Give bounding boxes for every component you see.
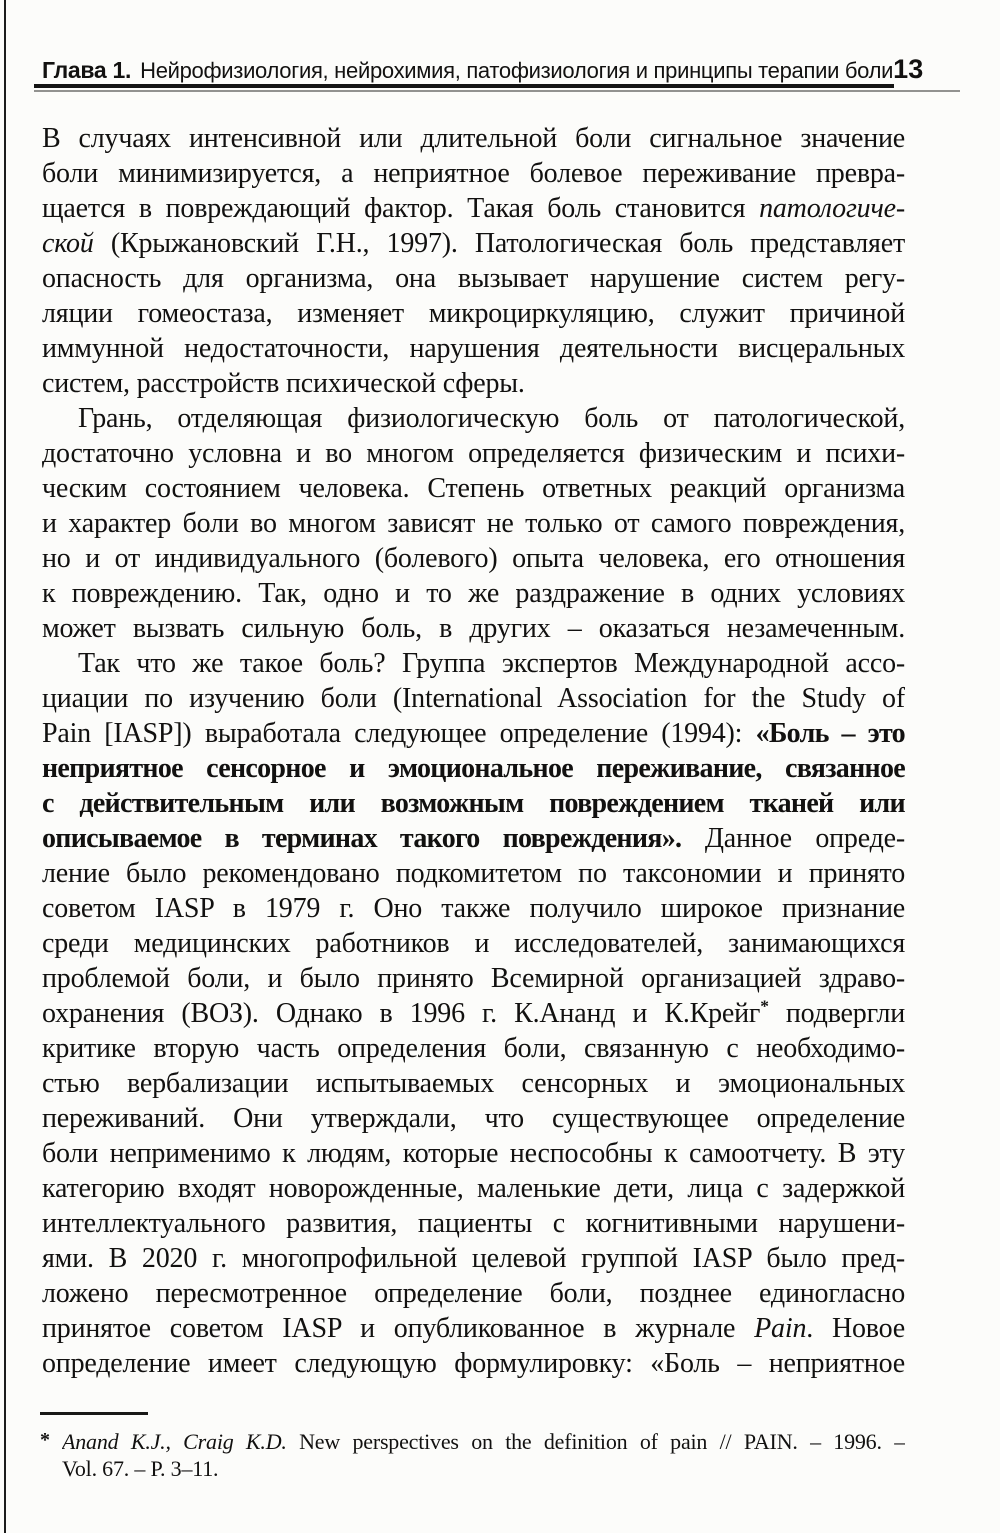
text-line: среди медицинских работников и исследователей, занимающихся xyxy=(42,928,905,959)
running-header xyxy=(42,54,924,85)
text-line: иммунной недостаточности, нарушения деятельности висцеральных xyxy=(42,333,905,364)
body-text xyxy=(42,121,905,1381)
text-line: ление было рекомендовано подкомитетом по таксономии и принято xyxy=(42,858,905,889)
text-line: категорию входят новорожденные, маленькие дети, лица с задержкой xyxy=(42,1173,905,1204)
text-line: Так что же такое боль? Группа экспертов Международной ассо- xyxy=(78,648,905,679)
text-line: определение имеет следующую формулировку: «Боль – неприятное xyxy=(42,1348,905,1379)
text-line: Pain [IASP]) выработала следующее определение (1994): «Боль – это xyxy=(42,718,905,749)
text-line: проблемой боли, и было принято Всемирной организацией здраво- xyxy=(42,963,905,994)
footnote-marker: * xyxy=(40,1429,50,1451)
text-line: с действительным или возможным повреждением тканей или xyxy=(42,788,905,819)
footnote-text xyxy=(40,1428,905,1482)
text-line: достаточно условна и во многом определяется физическим и психи- xyxy=(42,438,905,469)
chapter-title: Нейрофизиология, нейрохимия, патофизиология и принципы терапии боли xyxy=(140,58,894,83)
text-line: боли неприменимо к людям, которые неспособны к самоотчету. В эту xyxy=(42,1138,905,1169)
text-line: советом IASP в 1979 г. Оно также получило широкое признание xyxy=(42,893,905,924)
text-line: боли минимизируется, а неприятное болевое переживание превра- xyxy=(42,158,905,189)
text-line: опасность для организма, она вызывает нарушение систем регу- xyxy=(42,263,905,294)
header-rule-shadow xyxy=(34,90,960,92)
header-rule xyxy=(34,84,894,88)
text-line: описываемое в терминах такого повреждения». Данное опреде- xyxy=(42,823,905,854)
text-line: щается в повреждающий фактор. Такая боль становится патологиче- xyxy=(42,193,905,224)
text-line: но и от индивидуального (болевого) опыта человека, его отношения xyxy=(42,543,905,574)
footnote xyxy=(40,1428,905,1482)
text-line: неприятное сенсорное и эмоциональное переживание, связанное xyxy=(42,753,905,784)
text-line: циации по изучению боли (International Association for the Study of xyxy=(42,683,905,714)
text-line: переживаний. Они утверждали, что существующее определение xyxy=(42,1103,905,1134)
text-line: стью вербализации испытываемых сенсорных и эмоциональных xyxy=(42,1068,905,1099)
text-line: интеллектуального развития, пациенты с когнитивными нарушени- xyxy=(42,1208,905,1239)
text-line: принятое советом IASP и опубликованное в журнале Pain. Новое xyxy=(42,1313,905,1344)
page-number: 13 xyxy=(893,54,924,84)
text-line: Vol. 67. – P. 3–11. xyxy=(62,1456,219,1481)
text-line: может вызвать сильную боль, в других – оказаться незамеченным. xyxy=(42,613,905,644)
text-line: охранения (ВОЗ). Однако в 1996 г. К.Ананд и К.Крейг* подвергли xyxy=(42,996,905,1029)
scan-edge-line xyxy=(4,0,6,1533)
text-line: ями. В 2020 г. многопрофильной целевой группой IASP было пред- xyxy=(42,1243,905,1274)
text-line: критике вторую часть определения боли, связанную с необходимо- xyxy=(42,1033,905,1064)
text-line: ляции гомеостаза, изменяет микроциркуляцию, служит причиной xyxy=(42,298,905,329)
text-line: Anand K.J., Craig K.D. New perspectives on the definition of pain // PAIN. – 1996. – xyxy=(62,1429,905,1454)
text-line: Грань, отделяющая физиологическую боль от патологической, xyxy=(78,403,905,434)
text-line: В случаях интенсивной или длительной боли сигнальное значение xyxy=(42,123,905,154)
text-line: к повреждению. Так, одно и то же раздражение в одних условиях xyxy=(42,578,905,609)
text-line: и характер боли во многом зависят не только от самого повреждения, xyxy=(42,508,905,539)
text-line: ложено пересмотренное определение боли, позднее единогласно xyxy=(42,1278,905,1309)
text-line: ческим состоянием человека. Степень ответных реакций организма xyxy=(42,473,905,504)
footnote-separator xyxy=(40,1412,148,1415)
text-line: ской (Крыжановский Г.Н., 1997). Патологическая боль представляет xyxy=(42,228,905,259)
text-line: систем, расстройств психической сферы. xyxy=(42,368,525,399)
chapter-label: Глава 1. xyxy=(42,57,132,83)
